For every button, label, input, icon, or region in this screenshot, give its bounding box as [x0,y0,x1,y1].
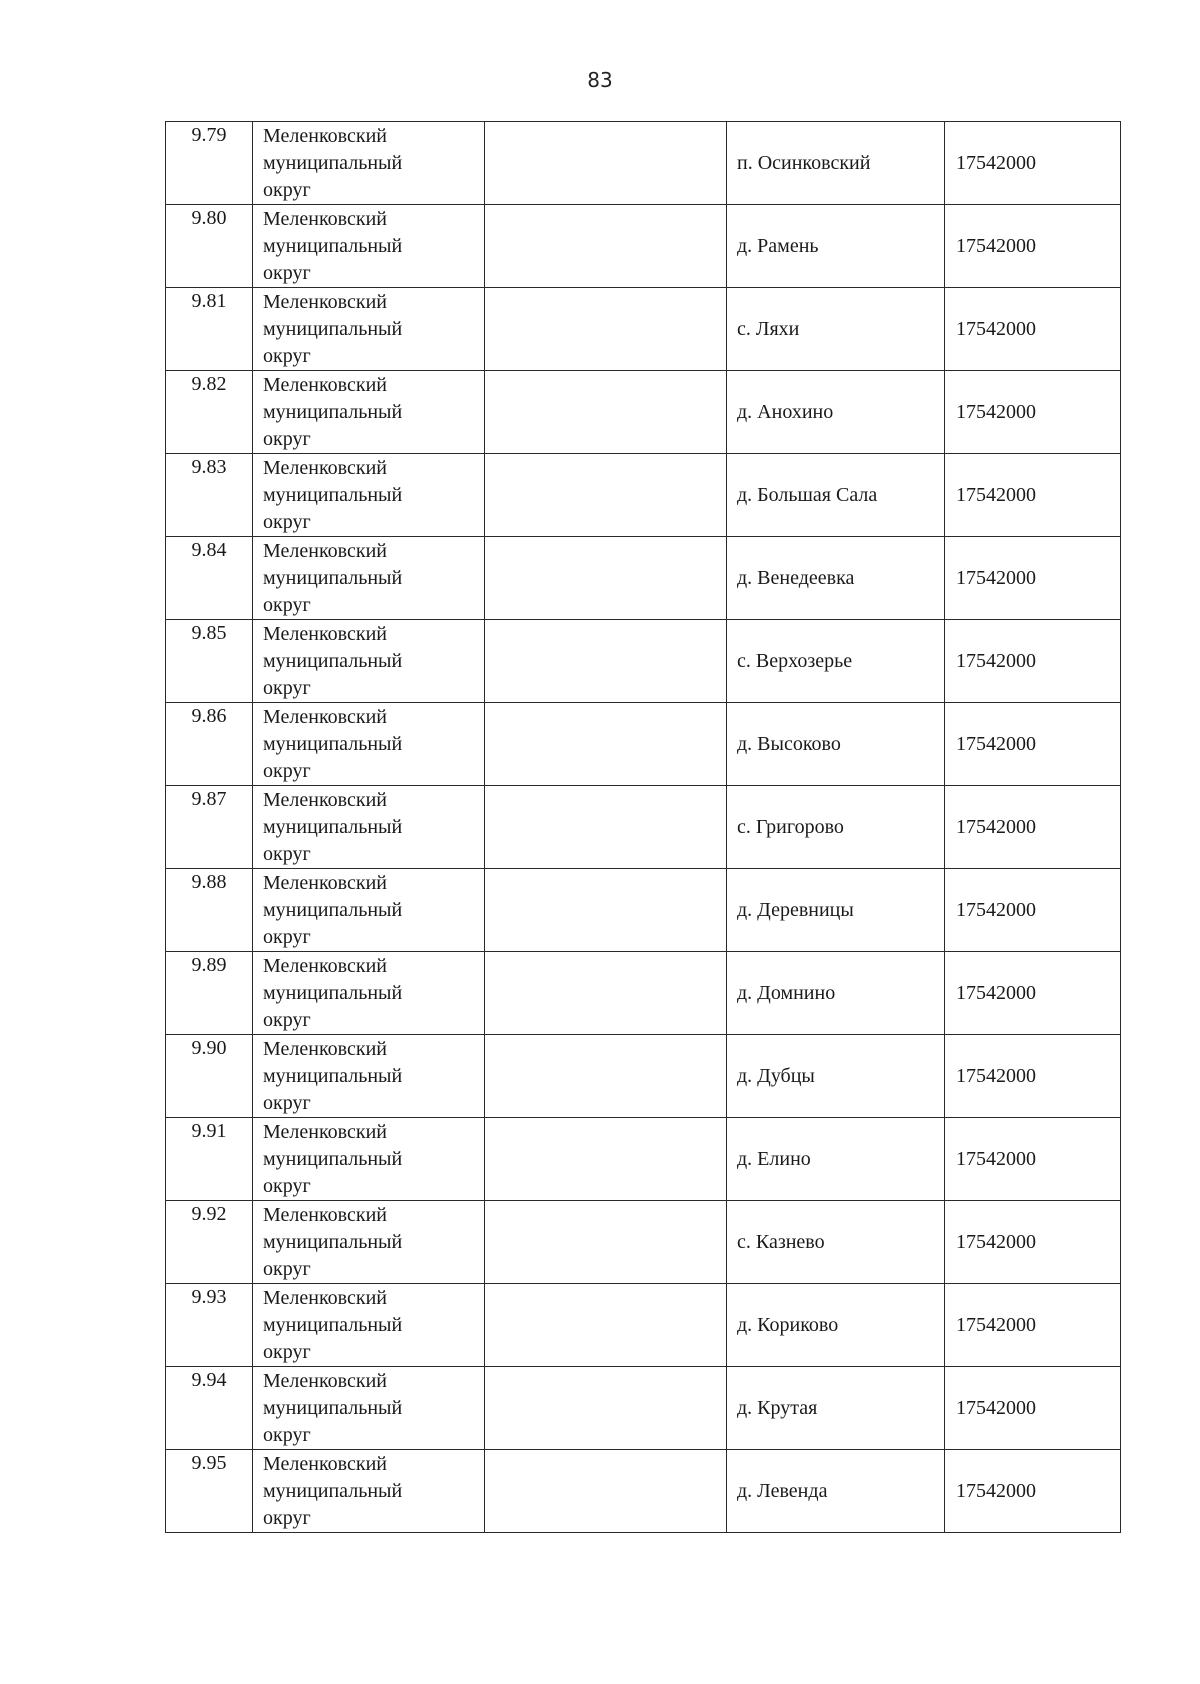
district-cell [253,952,485,1035]
district-cell [253,205,485,288]
district-name-line: муниципальный [263,567,403,589]
settlement-cell: д. Крутая [727,1367,945,1450]
table-row [166,205,1121,288]
district-name-line: муниципальный [263,899,403,921]
district-name-line: муниципальный [263,1314,403,1336]
district-name-line: Меленковский [263,1287,387,1309]
empty-cell [485,1201,727,1284]
district-name-line: муниципальный [263,401,403,423]
row-number-cell: 9.86 [166,703,253,786]
row-number-cell: 9.91 [166,1118,253,1201]
table-row [166,869,1121,952]
district-name-line: округ [263,511,311,533]
district-name-line: Меленковский [263,1204,387,1226]
settlement-cell: п. Осинковский [727,122,945,205]
district-cell [253,454,485,537]
district-name-line: Меленковский [263,955,387,977]
table-row [166,454,1121,537]
table-row [166,371,1121,454]
district-name-line: Меленковский [263,457,387,479]
table-row [166,1284,1121,1367]
table-row [166,1367,1121,1450]
table-row [166,122,1121,205]
settlement-cell: с. Ляхи [727,288,945,371]
settlement-cell: д. Венедеевка [727,537,945,620]
empty-cell [485,122,727,205]
row-number-cell: 9.79 [166,122,253,205]
row-number-cell: 9.94 [166,1367,253,1450]
empty-cell [485,1035,727,1118]
row-number-cell: 9.92 [166,1201,253,1284]
oktmo-code-cell: 17542000 [945,454,1121,537]
row-number-cell: 9.83 [166,454,253,537]
district-name-line: округ [263,262,311,284]
district-name-line: Меленковский [263,623,387,645]
district-name-line: Меленковский [263,540,387,562]
table-row [166,786,1121,869]
district-cell [253,288,485,371]
district-name-line: Меленковский [263,706,387,728]
settlement-cell: с. Казнево [727,1201,945,1284]
table-row [166,288,1121,371]
settlement-cell: д. Домнино [727,952,945,1035]
district-cell [253,869,485,952]
table-row [166,1450,1121,1533]
settlement-cell: д. Кориково [727,1284,945,1367]
table-row [166,537,1121,620]
district-name-line: муниципальный [263,1231,403,1253]
settlement-cell: д. Большая Сала [727,454,945,537]
district-name-line: муниципальный [263,1065,403,1087]
empty-cell [485,205,727,288]
row-number-cell: 9.90 [166,1035,253,1118]
row-number-cell: 9.95 [166,1450,253,1533]
empty-cell [485,786,727,869]
district-name-line: Меленковский [263,374,387,396]
oktmo-code-cell: 17542000 [945,786,1121,869]
district-name-line: муниципальный [263,982,403,1004]
row-number-cell: 9.84 [166,537,253,620]
settlement-cell: с. Верхозерье [727,620,945,703]
oktmo-code-cell: 17542000 [945,1284,1121,1367]
district-name-line: Меленковский [263,789,387,811]
oktmo-code-cell: 17542000 [945,1118,1121,1201]
page-number: 83 [587,68,613,92]
district-cell [253,620,485,703]
district-name-line: округ [263,179,311,201]
district-name-line: муниципальный [263,484,403,506]
settlement-cell: д. Деревницы [727,869,945,952]
table-row [166,1118,1121,1201]
district-name-line: Меленковский [263,1121,387,1143]
oktmo-code-cell: 17542000 [945,1035,1121,1118]
table-row [166,620,1121,703]
district-name-line: округ [263,1424,311,1446]
oktmo-code-cell: 17542000 [945,1450,1121,1533]
district-cell [253,703,485,786]
district-name-line: округ [263,345,311,367]
district-cell [253,1367,485,1450]
table-body [166,122,1121,1533]
empty-cell [485,288,727,371]
oktmo-code-cell: 17542000 [945,620,1121,703]
district-cell [253,786,485,869]
empty-cell [485,952,727,1035]
settlement-cell: д. Анохино [727,371,945,454]
district-name-line: округ [263,926,311,948]
row-number-cell: 9.93 [166,1284,253,1367]
district-cell [253,371,485,454]
district-cell [253,537,485,620]
district-name-line: Меленковский [263,1370,387,1392]
empty-cell [485,1367,727,1450]
district-name-line: муниципальный [263,1148,403,1170]
district-name-line: муниципальный [263,318,403,340]
district-name-line: Меленковский [263,208,387,230]
empty-cell [485,454,727,537]
settlement-cell: д. Левенда [727,1450,945,1533]
district-name-line: округ [263,760,311,782]
oktmo-code-cell: 17542000 [945,1367,1121,1450]
settlement-cell: д. Рамень [727,205,945,288]
district-cell [253,1450,485,1533]
district-cell [253,1118,485,1201]
district-name-line: Меленковский [263,291,387,313]
settlement-cell: д. Елино [727,1118,945,1201]
empty-cell [485,1118,727,1201]
empty-cell [485,537,727,620]
empty-cell [485,703,727,786]
empty-cell [485,620,727,703]
district-name-line: округ [263,843,311,865]
district-name-line: муниципальный [263,816,403,838]
district-name-line: округ [263,1258,311,1280]
district-name-line: Меленковский [263,125,387,147]
row-number-cell: 9.85 [166,620,253,703]
district-name-line: Меленковский [263,872,387,894]
empty-cell [485,1284,727,1367]
district-name-line: муниципальный [263,235,403,257]
table-row [166,1201,1121,1284]
table-row [166,952,1121,1035]
table-row [166,703,1121,786]
row-number-cell: 9.89 [166,952,253,1035]
oktmo-code-cell: 17542000 [945,205,1121,288]
district-name-line: Меленковский [263,1453,387,1475]
empty-cell [485,371,727,454]
district-cell [253,1201,485,1284]
row-number-cell: 9.87 [166,786,253,869]
row-number-cell: 9.81 [166,288,253,371]
empty-cell [485,1450,727,1533]
settlement-cell: д. Дубцы [727,1035,945,1118]
row-number-cell: 9.82 [166,371,253,454]
settlement-cell: с. Григорово [727,786,945,869]
table-row [166,1035,1121,1118]
district-name-line: округ [263,428,311,450]
empty-cell [485,869,727,952]
oktmo-code-cell: 17542000 [945,122,1121,205]
oktmo-code-cell: 17542000 [945,288,1121,371]
district-name-line: округ [263,1341,311,1363]
district-name-line: муниципальный [263,152,403,174]
row-number-cell: 9.88 [166,869,253,952]
district-name-line: муниципальный [263,733,403,755]
district-cell [253,122,485,205]
oktmo-code-cell: 17542000 [945,1201,1121,1284]
district-name-line: муниципальный [263,1480,403,1502]
district-name-line: округ [263,594,311,616]
district-name-line: округ [263,1507,311,1529]
district-name-line: муниципальный [263,650,403,672]
district-cell [253,1284,485,1367]
district-name-line: округ [263,1175,311,1197]
settlements-table [165,121,1121,1533]
oktmo-code-cell: 17542000 [945,703,1121,786]
district-name-line: округ [263,677,311,699]
oktmo-code-cell: 17542000 [945,537,1121,620]
district-name-line: округ [263,1009,311,1031]
district-cell [253,1035,485,1118]
district-name-line: округ [263,1092,311,1114]
row-number-cell: 9.80 [166,205,253,288]
oktmo-code-cell: 17542000 [945,371,1121,454]
district-name-line: Меленковский [263,1038,387,1060]
settlement-cell: д. Высоково [727,703,945,786]
district-name-line: муниципальный [263,1397,403,1419]
oktmo-code-cell: 17542000 [945,869,1121,952]
oktmo-code-cell: 17542000 [945,952,1121,1035]
